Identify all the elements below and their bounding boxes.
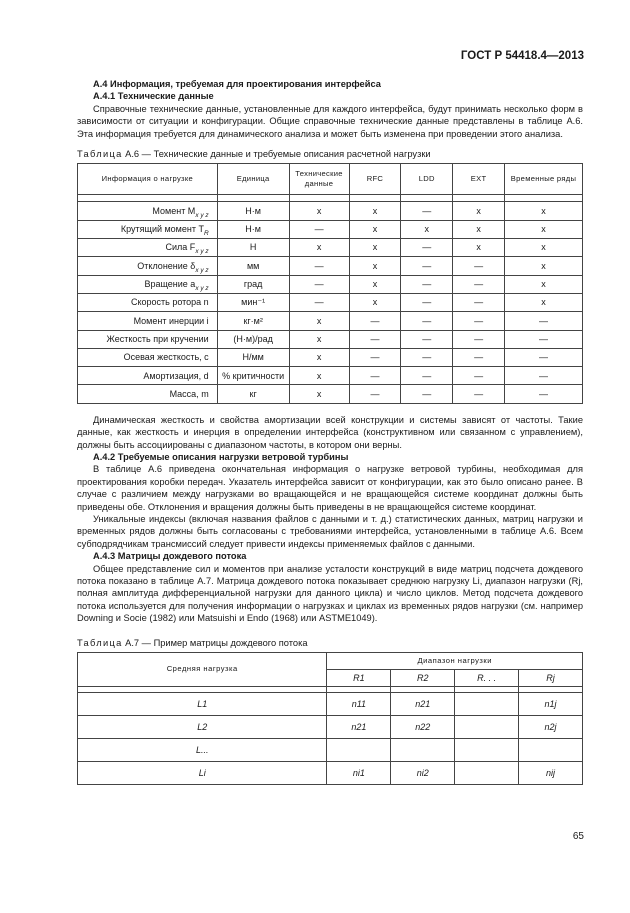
label-subscript: x y z — [195, 248, 209, 256]
table-cell: x — [505, 202, 583, 220]
table-cell: — — [453, 257, 505, 275]
table-header-row — [78, 653, 583, 670]
cycle-count-cell — [455, 716, 519, 739]
table-cell: Н·м — [217, 202, 289, 220]
row-label — [78, 348, 218, 366]
row-label — [78, 202, 218, 220]
table-cell: — — [453, 367, 505, 385]
row-label — [78, 275, 218, 293]
table-cell: — — [505, 330, 583, 348]
table-row — [78, 220, 583, 238]
table-cell: Н·м — [217, 220, 289, 238]
table-row — [78, 239, 583, 257]
label-text: Момент инерции i — [133, 315, 209, 326]
header-cell: Информация о нагрузке — [78, 164, 218, 195]
table-cell: — — [401, 275, 453, 293]
label-text: Жесткость при кручении — [106, 333, 209, 344]
cycle-count-cell: n11 — [327, 693, 391, 716]
table-cell: — — [505, 367, 583, 385]
table-cell: Н — [217, 239, 289, 257]
table-cell: — — [401, 202, 453, 220]
section-a43-para1: Общее представление сил и моментов при анализе усталости конструкций в виде матриц подсчета дождевого потока показано в таблице А.7. Матрица дождевого потока показывает среднюю нагрузку Li, диапазон нагрузки (Rj, полная амплитуда дифференциальной нагрузки для данного цикла) и число циклов. Метод подсчета дождевого потока используется для получения информации о нагрузках и циклах из временных рядов нагрузки (см. например Downing и Socie (1982) или Matsuishi и Endo (1968) или ASTME1049). — [77, 563, 583, 624]
table-cell: % критичности — [217, 367, 289, 385]
table-cell: — — [349, 348, 401, 366]
table-cell: — — [453, 312, 505, 330]
caption-text: А.6 — Технические данные и требуемые описания расчетной нагрузки — [122, 149, 431, 160]
table-cell: — — [289, 293, 349, 311]
table-cell: x — [289, 385, 349, 403]
header-cell: RFC — [349, 164, 401, 195]
table-cell: x — [289, 312, 349, 330]
table-cell: — — [349, 367, 401, 385]
cycle-count-cell — [455, 693, 519, 716]
table-cell: — — [505, 348, 583, 366]
cycle-count-cell: nij — [519, 762, 583, 785]
section-a41-text: Справочные технические данные, установленные для каждого интерфейса, будут принимать несколько форм в зависимости от ситуации и конфигурации. Общие справочные технические данные представлены в таблице А.6. Эта информация требуется для динамического анализа и может быть изменена при проведении этого анализа. — [77, 103, 583, 139]
table-cell: — — [401, 348, 453, 366]
page-content — [77, 78, 583, 785]
table-cell: — — [453, 293, 505, 311]
table-cell: Н/мм — [217, 348, 289, 366]
cycle-count-cell — [455, 762, 519, 785]
table-cell: x — [349, 220, 401, 238]
table-cell: x — [453, 220, 505, 238]
label-text: Крутящий момент T — [120, 224, 204, 235]
table-a6 — [77, 163, 583, 403]
row-label — [78, 239, 218, 257]
table-cell: (Н·м)/рад — [217, 330, 289, 348]
table-cell: x — [505, 239, 583, 257]
caption-text: А.7 — Пример матрицы дождевого потока — [122, 637, 308, 648]
cycle-count-cell — [519, 739, 583, 762]
table-cell: — — [505, 312, 583, 330]
caption-word: Таблица — [77, 637, 123, 648]
row-label — [78, 385, 218, 403]
header-cell: EXT — [453, 164, 505, 195]
section-a42-para1: В таблице А.6 приведена окончательная информация о нагрузке ветровой турбины, необходимая для проектирования коробки передач. Указатель интерфейса зависит от конфигурации, как это было описано ранее. В случае с различием между нагрузками во вращающейся и не вращающейся системе координат должны быть приведены обе. Отклонения и вращения должны быть приведены в не вращающейся системе координат. — [77, 464, 583, 512]
row-label — [78, 257, 218, 275]
row-label — [78, 312, 218, 330]
table-cell: — — [401, 312, 453, 330]
table-cell: — — [401, 367, 453, 385]
table-cell: — — [505, 385, 583, 403]
section-a41-title: А.4.1 Технические данные — [93, 91, 214, 102]
header-spacer — [78, 195, 583, 202]
label-subscript: R — [203, 229, 209, 237]
table-cell: — — [289, 275, 349, 293]
table-cell: — — [401, 330, 453, 348]
table-cell: x — [349, 257, 401, 275]
label-subscript: x y z — [195, 284, 209, 292]
table-row — [78, 257, 583, 275]
label-text: Сила F — [165, 242, 196, 253]
table-row — [78, 312, 583, 330]
page-number: 65 — [572, 831, 584, 842]
table-cell: — — [401, 257, 453, 275]
table-cell: — — [289, 220, 349, 238]
table-a6-body — [78, 202, 583, 403]
header-cell: Временные ряды — [505, 164, 583, 195]
label-subscript: x y z — [195, 211, 209, 219]
table-cell: x — [289, 348, 349, 366]
row-label — [78, 293, 218, 311]
table-row — [78, 275, 583, 293]
row-label — [78, 367, 218, 385]
header-mean-load: Средняя нагрузка — [78, 653, 327, 687]
cycle-count-cell — [455, 739, 519, 762]
table-cell: — — [453, 385, 505, 403]
label-text: Момент M — [152, 205, 196, 216]
table-a7 — [77, 652, 583, 785]
label-text: Осевая жесткость, c — [123, 352, 209, 363]
label-text: Масса, m — [169, 388, 209, 399]
table-cell: x — [349, 293, 401, 311]
cycle-count-cell: n1j — [519, 693, 583, 716]
mean-load-cell: L... — [78, 739, 327, 762]
table-cell: x — [453, 239, 505, 257]
mean-load-cell: Li — [78, 762, 327, 785]
table-cell: — — [289, 257, 349, 275]
table-cell: x — [401, 220, 453, 238]
dynamic-stiffness-text: Динамическая жесткость и свойства амортизации всей конструкции и системы зависят от частоты. Такие данные, как жесткость и инерция в определении интерфейса (конструктивном или связанном с управлением), должны быть ассоциированы с диапазоном частоты, в котором они верны. — [77, 414, 583, 450]
table-cell: — — [349, 312, 401, 330]
table-row — [78, 385, 583, 403]
range-col: R. . . — [455, 670, 519, 687]
header-cell: LDD — [401, 164, 453, 195]
mean-load-cell: L2 — [78, 716, 327, 739]
table-cell: — — [401, 293, 453, 311]
table-row — [78, 762, 583, 785]
table-cell: кг·м² — [217, 312, 289, 330]
table-row — [78, 716, 583, 739]
mean-load-cell: L1 — [78, 693, 327, 716]
section-a42-title: А.4.2 Требуемые описания нагрузки ветровой турбины — [93, 451, 349, 462]
header-cell: Единица — [217, 164, 289, 195]
cycle-count-cell — [391, 739, 455, 762]
label-subscript: x y z — [195, 266, 209, 274]
table-row — [78, 202, 583, 220]
table-row — [78, 693, 583, 716]
table-cell: — — [453, 348, 505, 366]
table-header-row — [78, 164, 583, 195]
cycle-count-cell: n21 — [391, 693, 455, 716]
label-text: Амортизация, d — [143, 370, 209, 381]
document-code: ГОСТ Р 54418.4—2013 — [460, 50, 584, 62]
table-cell: x — [349, 275, 401, 293]
caption-word: Таблица — [77, 149, 123, 160]
range-col: Rj — [519, 670, 583, 687]
table-a6-caption — [77, 148, 583, 160]
header-load-range: Диапазон нагрузки — [327, 653, 583, 670]
table-cell: мин⁻¹ — [217, 293, 289, 311]
table-cell: x — [505, 293, 583, 311]
table-cell: — — [349, 330, 401, 348]
table-row — [78, 739, 583, 762]
table-cell: кг — [217, 385, 289, 403]
table-row — [78, 330, 583, 348]
label-text: Скорость ротора n — [130, 297, 209, 308]
table-a7-body — [78, 693, 583, 785]
cycle-count-cell: ni1 — [327, 762, 391, 785]
table-cell: x — [289, 330, 349, 348]
range-col: R1 — [327, 670, 391, 687]
cycle-count-cell: n2j — [519, 716, 583, 739]
row-label — [78, 330, 218, 348]
row-label — [78, 220, 218, 238]
table-cell: — — [401, 385, 453, 403]
table-cell: x — [505, 275, 583, 293]
table-cell: — — [453, 275, 505, 293]
cycle-count-cell: n22 — [391, 716, 455, 739]
cycle-count-cell: n21 — [327, 716, 391, 739]
label-text: Отклонение δ — [137, 260, 196, 271]
table-cell: x — [453, 202, 505, 220]
section-a4-title: А.4 Информация, требуемая для проектирования интерфейса — [93, 79, 381, 89]
table-cell: мм — [217, 257, 289, 275]
table-cell: — — [401, 239, 453, 257]
table-row — [78, 367, 583, 385]
table-cell: x — [505, 220, 583, 238]
section-a43-title: А.4.3 Матрицы дождевого потока — [93, 551, 247, 562]
table-cell: град — [217, 275, 289, 293]
cycle-count-cell — [327, 739, 391, 762]
table-cell: x — [505, 257, 583, 275]
table-cell: x — [289, 202, 349, 220]
table-cell: x — [289, 367, 349, 385]
table-a7-caption — [77, 637, 583, 649]
header-cell: Технические данные — [289, 164, 349, 195]
cycle-count-cell: ni2 — [391, 762, 455, 785]
table-cell: x — [349, 202, 401, 220]
table-cell: — — [453, 330, 505, 348]
table-cell: — — [349, 385, 401, 403]
table-row — [78, 348, 583, 366]
label-text: Вращение a — [144, 279, 196, 290]
table-cell: x — [349, 239, 401, 257]
table-cell: x — [289, 239, 349, 257]
section-a42-para2: Уникальные индексы (включая названия файлов с данными и т. д.) статистических данных, матриц нагрузки и временных рядов должны быть согласованы с требованиями интерфейса, установленными в таблице А.6. Всем субподрядчикам трансмиссий следует привести индексы применяемых файлов с данными. — [77, 513, 583, 549]
table-row — [78, 293, 583, 311]
range-col: R2 — [391, 670, 455, 687]
